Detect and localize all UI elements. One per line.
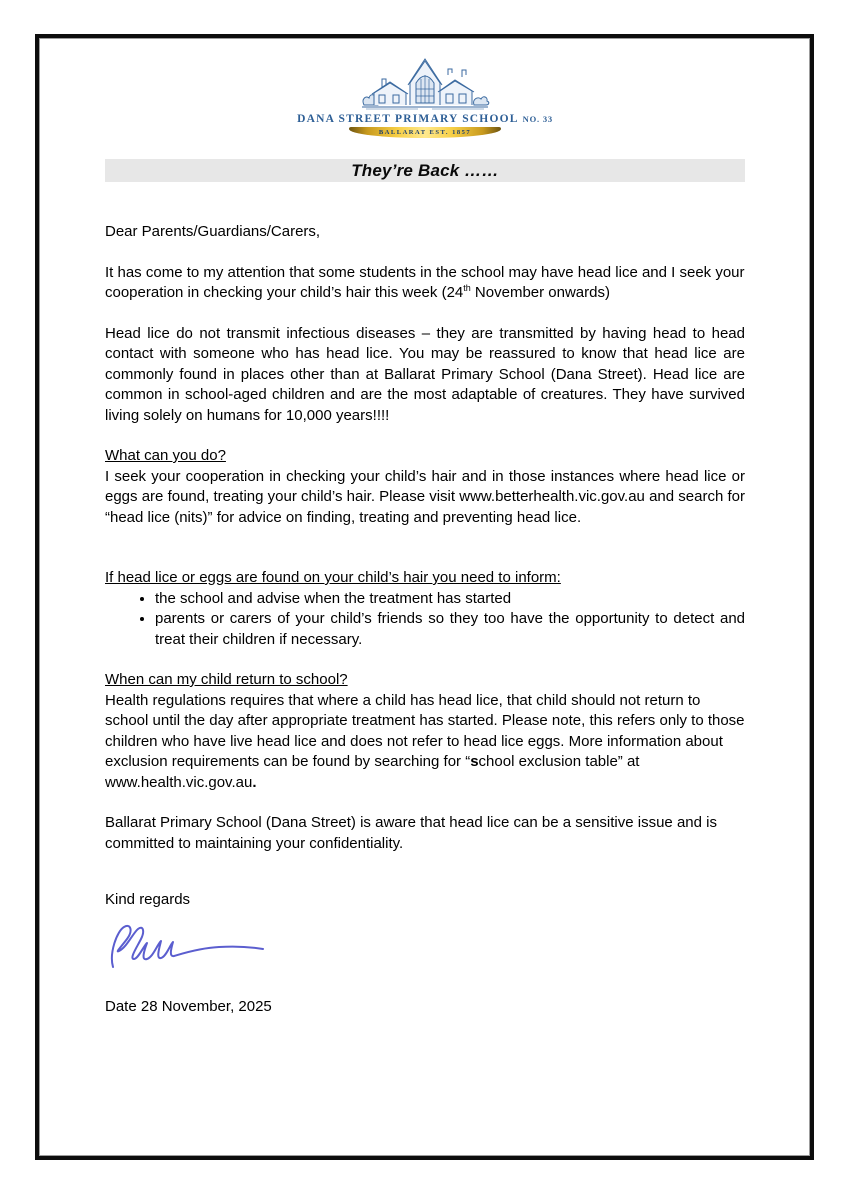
letter-body	[105, 222, 745, 1017]
school-number: NO. 33	[522, 114, 553, 124]
school-banner-ribbon: BALLARAT EST. 1857	[349, 127, 501, 138]
school-name	[297, 113, 553, 125]
paragraph-return-tail: chool exclusion table” at www.health.vic.gov.au	[105, 753, 640, 791]
heading-what-can-you-do: What can you do?	[105, 447, 226, 464]
closing: Kind regards	[105, 891, 191, 908]
paragraph-intro	[105, 263, 745, 304]
signature-image	[107, 917, 275, 971]
inform-bullet-list	[105, 589, 745, 651]
paragraph-return-text: Health regulations requires that where a child has head lice, that child should not return to school until the day after appropriate treatment has started. Please note, this refers only to those children who have live head lice and does not refer to head lice eggs. More information about exclusion requirements can be found by searching for “	[105, 691, 745, 770]
salutation: Dear Parents/Guardians/Carers,	[105, 223, 321, 240]
letter-page	[39, 38, 810, 1156]
list-item: • the school and advise when the treatment has started	[155, 589, 745, 610]
paragraph-what-to-do: I seek your cooperation in checking your child’s hair and in those instances where head lice or eggs are found, treating your child’s hair. Please visit www.betterhealth.vic.gov.au and search for “head lice (nits)” for advice on finding, treating and preventing head lice.	[105, 467, 745, 526]
list-item: • parents or carers of your child’s friends so they too have the opportunity to detect and treat their children if necessary.	[155, 609, 745, 650]
bold-letter: s	[470, 753, 479, 770]
ordinal-superscript: th	[463, 283, 471, 293]
bold-period: .	[252, 773, 257, 791]
paragraph-confidentiality: Ballarat Primary School (Dana Street) is aware that head lice can be a sensitive issue and is committed to maintaining your confidentiality.	[105, 814, 717, 852]
letter-title-bar	[105, 159, 745, 182]
paragraph-about-lice: Head lice do not transmit infectious diseases – they are transmitted by having head to head contact with someone who has head lice. You may be reassured to know that head lice are commonly found in places other than at Ballarat Primary School (Dana Street). Head lice are common in school-aged children and are the most adaptable of creatures. They have survived living solely on humans for 10,000 years!!!!	[105, 324, 745, 424]
letter-title: They’re Back ……	[351, 160, 499, 180]
paragraph-intro-text: It has come to my attention that some students in the school may have head lice and I seek your cooperation in checking your child’s hair this week (24	[105, 263, 745, 301]
heading-need-to-inform: If head lice or eggs are found on your child’s hair you need to inform:	[105, 569, 561, 586]
school-logo	[297, 57, 553, 138]
paragraph-return-policy	[105, 691, 745, 794]
school-building-illustration-icon	[359, 57, 491, 111]
date-line: Date 28 November, 2025	[105, 997, 272, 1015]
paragraph-intro-tail: November onwards)	[470, 284, 610, 301]
heading-return-to-school: When can my child return to school?	[105, 671, 348, 688]
page-border-frame	[35, 34, 814, 1160]
school-name-text: DANA STREET PRIMARY SCHOOL	[297, 113, 519, 125]
